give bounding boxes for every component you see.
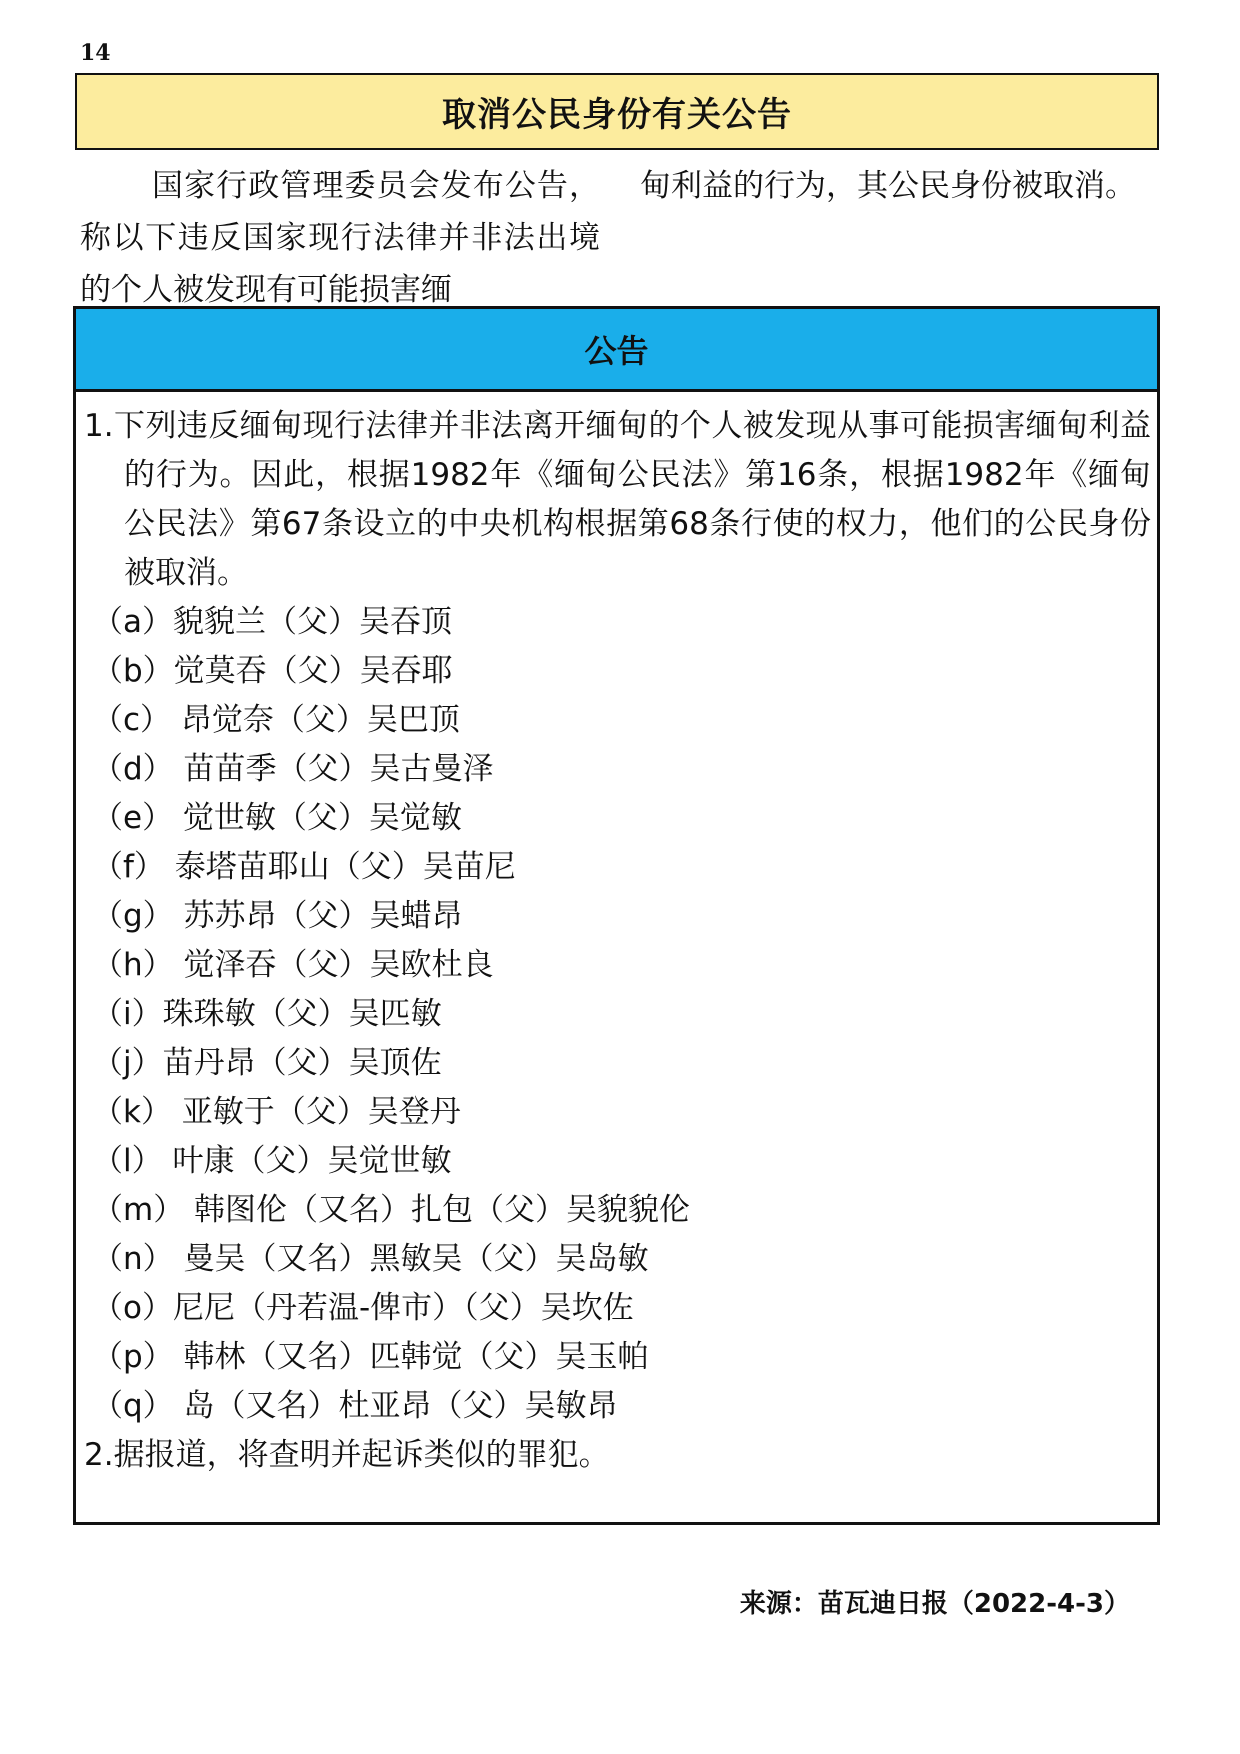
list-item: （q） 岛（又名）杜亚昂（父）吴敏昂 [92,1388,618,1424]
intro-left-column: 国家行政管理委员会发布公告，称以下违反国家现行法律并非法出境的个人被发现有可能损害缅 [80,168,600,308]
notice-paragraph-1: 1.下列违反缅甸现行法律并非法离开缅甸的个人被发现从事可能损害缅甸利益的行为。因此，根据1982年《缅甸公民法》第16条，根据1982年《缅甸公民法》第67条设立的中央机构根据第68条行使的权力，他们的公民身份被取消。 [84,408,1151,591]
list-item: （b）觉莫吞（父）吴吞耶 [92,653,453,689]
intro-right-column: 甸利益的行为，其公民身份被取消。 [640,168,1136,204]
list-item: （f） 泰塔苗耶山（父）吴苗尼 [92,849,516,885]
title-banner [75,73,1159,150]
notice-body [76,392,1157,1480]
list-item: （j）苗丹昂（父）吴顶佐 [92,1045,442,1081]
list-item: （c） 昂觉奈（父）吴巴顶 [92,702,460,738]
notice-box [73,306,1160,1525]
notice-header-label: 公告 [584,332,649,370]
list-item: （g） 苏苏昂（父）吴蜡昂 [92,898,463,934]
list-item: （a）貌貌兰（父）吴吞顶 [92,604,452,640]
list-item: （h） 觉泽吞（父）吴欧杜良 [92,947,494,983]
notice-paragraph-2: 2.据报道，将查明并起诉类似的罪犯。 [84,1437,610,1473]
source-citation: 来源：苗瓦迪日报（2022-4-3） [739,1589,1130,1619]
list-item: （o）尼尼（丹若温-俾市）（父）吴坎佐 [92,1290,634,1326]
list-item: （d） 苗苗季（父）吴古曼泽 [92,751,494,787]
list-item: （k） 亚敏于（父）吴登丹 [92,1094,461,1130]
list-item: （n） 曼吴（又名）黑敏吴（父）吴岛敏 [92,1241,649,1277]
notice-header [76,309,1157,392]
list-item: （p） 韩林（又名）匹韩觉（父）吴玉帕 [92,1339,649,1375]
page-number: 14 [80,40,111,66]
list-item: （m） 韩图伦（又名）扎包（父）吴貌貌伦 [92,1192,691,1228]
page-title: 取消公民身份有关公告 [442,95,792,135]
list-item: （e） 觉世敏（父）吴觉敏 [92,800,462,836]
list-item: （l） 叶康（父）吴觉世敏 [92,1143,452,1179]
list-item: （i）珠珠敏（父）吴匹敏 [92,996,442,1032]
